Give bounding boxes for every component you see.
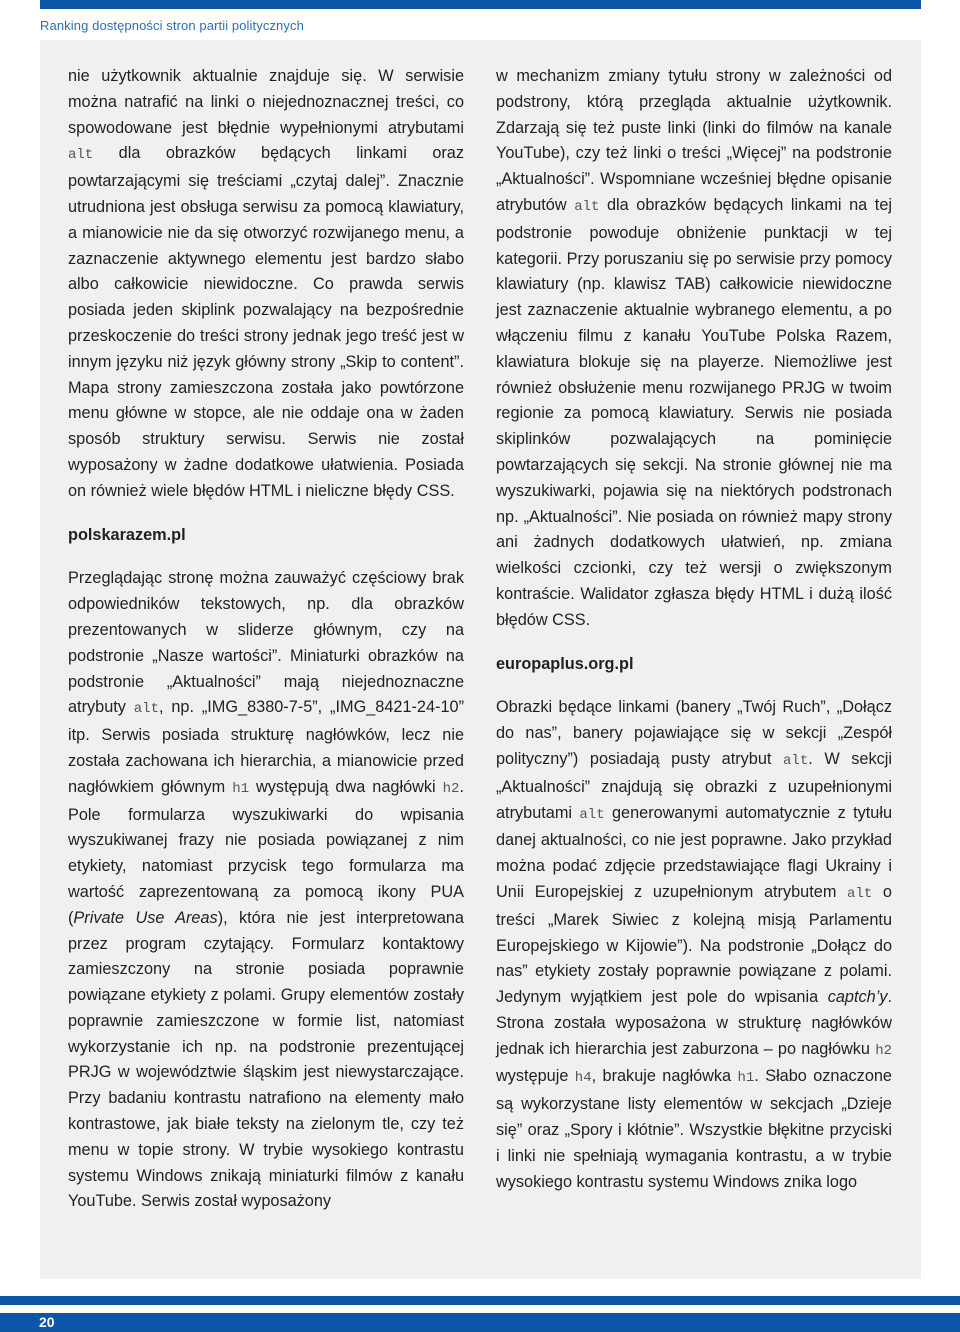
code-alt: alt: [574, 198, 600, 215]
section-heading-polskarazem: polskarazem.pl: [68, 525, 186, 544]
running-header: Ranking dostępności stron partii politycznych: [40, 18, 304, 33]
footer-band: [68, 1313, 960, 1332]
code-h4: h4: [574, 1070, 592, 1087]
paragraph: Obrazki będące linkami (banery „Twój Ruch”, „Dołącz do nas”, banery pojawiające się w sekcji „Zespół polityczny”) posiadają pusty atrybut alt. W sekcji „Aktualności” znajdują się obrazki z uzupełnionymi atrybutami alt generowanymi automatycznie z tytułu danej aktualności, co nie jest poprawne. Jako przykład można podać zdjęcie przedstawiające flagi Ukrainy i Unii Europejskiej z uzupełnionym atrybutem alt o treści „Marek Siwiec z kolejną misją Parlamentu Europejskiego w Kijowie”). Na podstronie „Dołącz do nas” etykiety zostały poprawnie powiązane z polami. Jedynym wyjątkiem jest pole do wpisania captch’y. Strona została wyposażona w strukturę nagłówków jednak ich hierarchia jest zaburzona – po nagłówku h2 występuje h4, brakuje nagłówka h1. Słabo oznaczone są wykorzystane listy elementów w sekcjach „Dzieje się” oraz „Spory i kłótnie”. Wszystkie błękitne przyciski i linki nie spełniają wymagania kontrastu, a w trybie wysokiego kontrastu systemu Windows znika logo: [496, 698, 892, 1191]
paragraph: nie użytkownik aktualnie znajduje się. W serwisie można natrafić na linki o niejednoznacznej treści, co spowodowane jest błędnie wypełnionymi atrybutami alt dla obrazków będących linkami oraz powtarzającymi się treściami „czytaj dalej”. Znacznie utrudniona jest obsługa serwisu za pomocą klawiatury, a mianowicie nie da się otworzyć rozwijanego menu, a zaznaczenie aktywnego elementu jest bardzo słabo albo całkowicie niewidoczne. Co prawda serwis posiada jeden skiplink pozwalający na bezpośrednie przeskoczenie do treści strony jednak jego treść jest w innym języku niż język główny strony „Skip to content”. Mapa strony zamieszczona została jako powtórzone menu główne w stopce, ale nie oddaje ona w żaden sposób struktury serwisu. Serwis nie został wyposażony w żadne dodatkowe ułatwienia. Posiada on również wiele błędów HTML i nieliczne błędy CSS.: [68, 67, 464, 500]
right-column: [496, 64, 892, 1195]
paragraph: Przeglądając stronę można zauważyć częściowy brak odpowiedników tekstowych, np. dla obrazków prezentowanych w sliderze głównym, czy na podstronie „Nasze wartości”. Miniaturki obrazków na podstronie „Aktualności” mają niejednoznaczne atrybuty alt, np. „IMG_8380-7-5”, „IMG_8421-24-10” itp. Serwis posiada strukturę nagłówków, lecz nie została zachowana ich hierarchia, a mianowicie przed nagłówkiem głównym h1 występują dwa nagłówki h2. Pole formularza wyszukiwarki do wpisania wyszukiwanej frazy nie posiada powiązanej z nim etykiety, natomiast przycisk tego formularza ma wartość zaprezentowaną za pomocą ikony PUA (Private Use Areas), która nie jest interpretowana przez program czytający. Formularz kontaktowy zamieszczony na stronie posiada poprawnie powiązane etykiety z polami. Grupy elementów zostały poprawnie zamieszczone w formie list, natomiast wykorzystanie ich np. na podstronie prezentującej PRJG w województwie śląskim jest niewystarczające. Przy badaniu kontrastu natrafiono na elementy mało kontrastowe, jak białe teksty na zielonym tle, czy też menu w topie strony. W trybie wysokiego kontrastu systemu Windows znikają miniaturki filmów z kanału YouTube. Serwis został wyposażony: [68, 569, 464, 1211]
code-alt: alt: [68, 147, 94, 164]
top-accent-bar: [40, 0, 921, 9]
code-h1: h1: [737, 1070, 755, 1087]
code-h1: h1: [232, 780, 250, 797]
code-alt: alt: [847, 885, 873, 902]
code-alt: alt: [133, 701, 159, 718]
page-number-box: [0, 1313, 68, 1332]
code-alt: alt: [579, 806, 605, 823]
code-h2: h2: [442, 780, 460, 797]
code-alt: alt: [783, 752, 809, 769]
code-h2: h2: [875, 1042, 892, 1059]
paragraph: w mechanizm zmiany tytułu strony w zależności od podstrony, którą przegląda aktualnie użytkownik. Zdarzają się też puste linki (linki do filmów na kanale YouTube), czy też linki o treści „Więcej” na podstronie „Aktualności”. Wspomniane wcześniej błędne opisanie atrybutów alt dla obrazków będących linkami na tej podstronie powoduje obniżenie punktacji w tej kategorii. Przy poruszaniu się po serwisie przy pomocy klawiatury (np. klawisz TAB) całkowicie niewidoczne jest zaznaczenie aktualnie wybranego elementu, a po włączeniu filmu z kanału YouTube Polska Razem, klawiatura blokuje się na playerze. Niemożliwe jest również obsłużenie menu rozwijanego PRJG w twoim regionie za pomocą klawiatury. Serwis nie posiada skiplinków pozwalających na pominięcie powtarzających się sekcji. Na stronie głównej nie ma wyszukiwarki, pojawia się na niektórych podstronach np. „Aktualności”. Nie posiada on również mapy strony ani żadnych dodatkowych ułatwień, np. zmiana wielkości czcionki, czy też wersji o zwiększonym kontraście. Walidator zgłasza błędy HTML i dużą ilość błędów CSS.: [496, 67, 892, 629]
emphasis: captch’y: [827, 988, 888, 1007]
footer-stripe: [0, 1296, 960, 1305]
page-number: 20: [39, 1314, 55, 1330]
left-column: [68, 64, 464, 1215]
section-heading-europaplus: europaplus.org.pl: [496, 654, 634, 673]
emphasis: Private Use Areas: [73, 908, 218, 927]
